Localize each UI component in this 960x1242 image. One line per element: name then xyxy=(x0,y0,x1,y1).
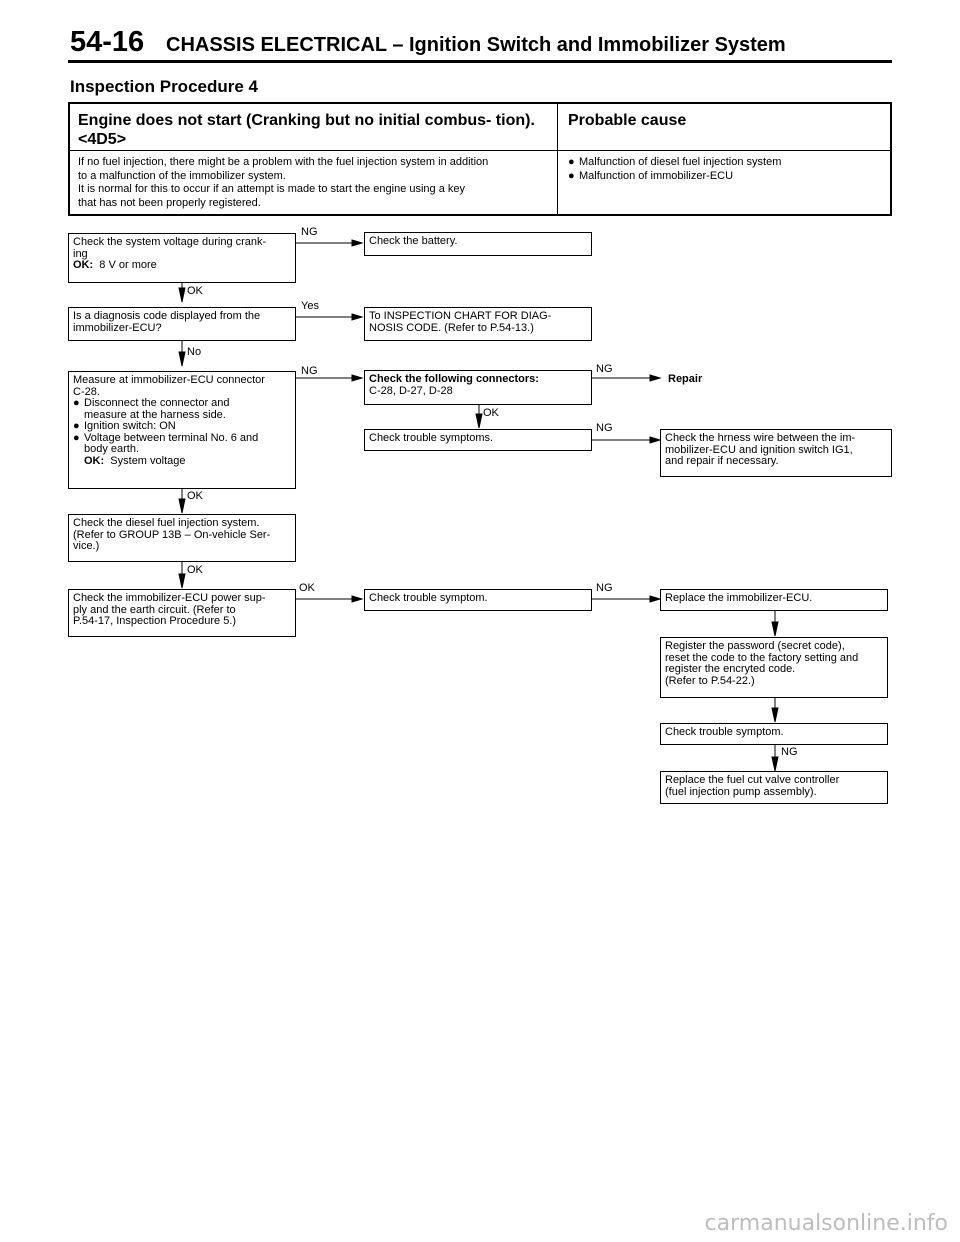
arrow-down-icon xyxy=(179,288,185,302)
bullet-icon: ● xyxy=(568,169,575,182)
step-check-trouble-symptom: Check trouble symptom. xyxy=(364,589,592,611)
arrow-down-icon xyxy=(179,352,185,366)
arrow-right-icon xyxy=(650,596,660,602)
page-title: CHASSIS ELECTRICAL – Ignition Switch and Immobilizer System xyxy=(166,34,786,56)
arrow-right-icon xyxy=(352,375,362,381)
step-diagnosis-chart: To INSPECTION CHART FOR DIAG- NOSIS CODE. (Refer to P.54-13.) xyxy=(364,307,592,341)
step-replace-ecu: Replace the immobilizer-ECU. xyxy=(660,589,888,611)
procedure-title: Inspection Procedure 4 xyxy=(70,77,258,96)
watermark: carmanualsonline.info xyxy=(704,1211,948,1236)
arrow-right-icon xyxy=(650,375,660,381)
cause-item: ● Malfunction of immobilizer-ECU xyxy=(568,169,734,182)
arrow-down-icon xyxy=(179,499,185,513)
step-check-connectors: Check the following connectors: C-28, D-27, D-28 xyxy=(364,370,592,405)
arrow-right-icon xyxy=(352,596,362,602)
bullet-icon: ● xyxy=(73,420,80,432)
step-check-trouble-symptoms: Check trouble symptoms. xyxy=(364,429,592,451)
cause-heading: Probable cause xyxy=(568,112,687,129)
branch-label-yes: Yes xyxy=(301,300,319,312)
symptom-heading: Engine does not start (Cranking but no initial combus- tion). <4D5> xyxy=(78,112,535,148)
step-check-battery: Check the battery. xyxy=(364,232,592,256)
arrow-right-icon xyxy=(352,314,362,320)
branch-label-ng: NG xyxy=(596,582,613,594)
cause-item: ● Malfunction of diesel fuel injection system xyxy=(568,156,782,168)
bullet-icon: ● xyxy=(73,431,80,444)
branch-label-ng: NG xyxy=(781,746,798,758)
step-check-diesel-injection: Check the diesel fuel injection system. (Refer to GROUP 13B – On-vehicle Ser- vice.) xyxy=(68,514,296,562)
branch-label-ok: OK xyxy=(187,285,203,297)
branch-label-ok: OK xyxy=(187,564,203,576)
arrow-down-icon xyxy=(772,622,778,636)
arrow-down-icon xyxy=(179,574,185,588)
step-replace-fuel-cut-valve: Replace the fuel cut valve controller (fuel injection pump assembly). xyxy=(660,771,888,804)
step-measure-ecu-connector: Measure at immobilizer-ECU connector C-28. ● Disconnect the connector and measure at the harness side. ● Ignition switch: ON ● Voltage between terminal No. 6 and body earth. OK: System voltage xyxy=(68,371,296,489)
step-register-password: Register the password (secret code), reset the code to the factory setting and register the encryted code. (Refer to P.54-22.) xyxy=(660,637,888,698)
branch-label-ok: OK xyxy=(483,407,499,419)
branch-label-ng: NG xyxy=(596,363,613,375)
bullet-icon: ● xyxy=(73,397,80,409)
arrow-down-icon xyxy=(772,708,778,722)
bullet-icon: ● xyxy=(568,156,575,168)
step-diagnosis-code-question: Is a diagnosis code displayed from the immobilizer-ECU? xyxy=(68,307,296,341)
branch-label-ng: NG xyxy=(301,226,318,238)
branch-label-ng: NG xyxy=(596,422,613,434)
branch-label-ok: OK xyxy=(299,582,315,594)
step-check-trouble-symptom-final: Check trouble symptom. xyxy=(660,723,888,745)
page-number: 54-16 xyxy=(70,26,145,58)
step-check-harness-wire: Check the hrness wire between the im- mobilizer-ECU and ignition switch IG1, and repair if necessary. xyxy=(660,429,892,477)
arrow-right-icon xyxy=(650,437,660,443)
branch-label-ok: OK xyxy=(187,490,203,502)
step-check-system-voltage: Check the system voltage during crank- ing OK: 8 V or more xyxy=(68,233,296,283)
description-line: to a malfunction of the immobilizer system. xyxy=(78,169,286,182)
description-line: It is normal for this to occur if an attempt is made to start the engine using a key xyxy=(78,183,466,195)
description-line: that has not been properly registered. xyxy=(78,196,261,209)
arrow-down-icon xyxy=(476,414,482,428)
branch-label-no: No xyxy=(187,346,202,358)
arrow-right-icon xyxy=(352,240,362,246)
branch-label-ng: NG xyxy=(301,365,318,377)
step-check-ecu-power-supply: Check the immobilizer-ECU power sup- ply and the earth circuit. (Refer to P.54-17, Inspection Procedure 5.) xyxy=(68,589,296,637)
arrow-down-icon xyxy=(772,757,778,771)
step-repair: Repair xyxy=(668,373,703,385)
description-line: If no fuel injection, there might be a problem with the fuel injection system in addition xyxy=(78,156,489,168)
